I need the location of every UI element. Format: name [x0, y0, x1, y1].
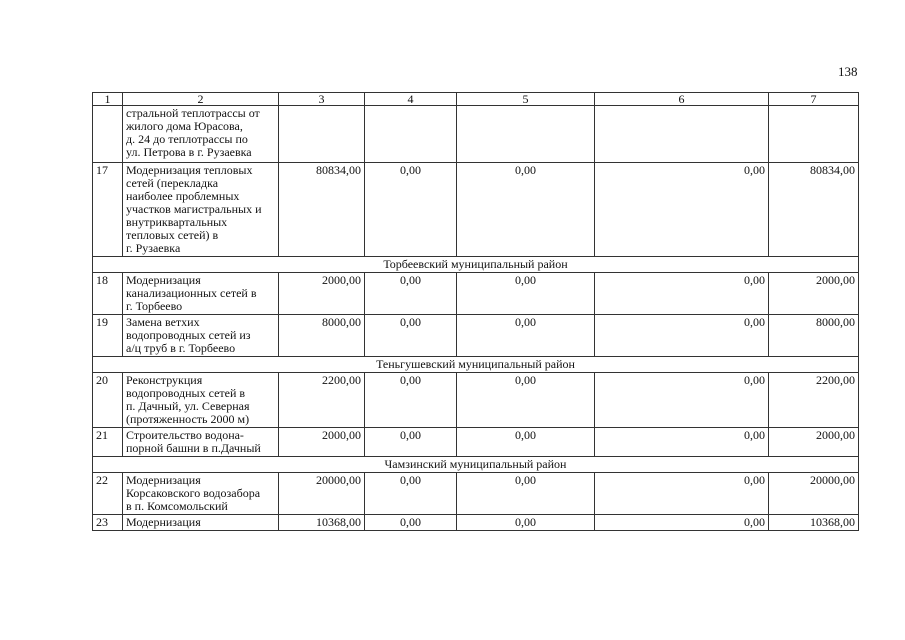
- row-value: 0,00: [595, 163, 769, 257]
- description-line: а/ц труб в г. Торбеево: [126, 341, 236, 355]
- row-value: 0,00: [595, 428, 769, 457]
- row-value: 80834,00: [279, 163, 365, 257]
- description-line: внутриквартальных: [126, 215, 228, 229]
- row-number: 23: [93, 515, 123, 531]
- description-line: канализационных сетей в: [126, 286, 257, 300]
- row-value: 0,00: [457, 373, 595, 428]
- row-description: [123, 428, 279, 457]
- row-description: [123, 515, 279, 531]
- row-value: 20000,00: [769, 473, 859, 515]
- row-value: 0,00: [365, 515, 457, 531]
- row-value: [365, 106, 457, 163]
- table-row: [93, 428, 859, 457]
- description-line: тепловых сетей) в: [126, 228, 219, 242]
- row-value: 80834,00: [769, 163, 859, 257]
- column-header: 7: [769, 93, 859, 106]
- row-number: 17: [93, 163, 123, 257]
- row-value: [279, 106, 365, 163]
- row-value: [595, 106, 769, 163]
- description-line: (протяженность 2000 м): [126, 412, 250, 426]
- row-number: 22: [93, 473, 123, 515]
- table-row: [93, 273, 859, 315]
- district-header-row: [93, 257, 859, 273]
- description-line: участков магистральных и: [126, 202, 262, 216]
- column-header: 4: [365, 93, 457, 106]
- description-line: жилого дома Юрасова,: [126, 119, 243, 133]
- row-value: 2200,00: [279, 373, 365, 428]
- description-line: Модернизация: [126, 273, 201, 287]
- district-header-row: [93, 457, 859, 473]
- description-line: Корсаковского водозабора: [126, 486, 261, 500]
- row-value: 0,00: [457, 315, 595, 357]
- description-line: Строительство водона-: [126, 428, 244, 442]
- table-row: [93, 373, 859, 428]
- row-description: [123, 373, 279, 428]
- table-row: [93, 515, 859, 531]
- row-value: 2000,00: [769, 428, 859, 457]
- description-line: Модернизация: [126, 473, 201, 487]
- description-line: водопроводных сетей в: [126, 386, 246, 400]
- row-description: [123, 106, 279, 163]
- row-value: 0,00: [365, 473, 457, 515]
- table-row: [93, 315, 859, 357]
- column-header: 2: [123, 93, 279, 106]
- row-value: 10368,00: [279, 515, 365, 531]
- description-line: наиболее проблемных: [126, 189, 240, 203]
- row-value: 8000,00: [279, 315, 365, 357]
- row-description: [123, 473, 279, 515]
- row-description: [123, 273, 279, 315]
- row-value: 0,00: [595, 515, 769, 531]
- description-line: Модернизация тепловых: [126, 163, 253, 177]
- row-value: [769, 106, 859, 163]
- column-header: 1: [93, 93, 123, 106]
- row-value: 0,00: [457, 515, 595, 531]
- row-value: 0,00: [365, 315, 457, 357]
- column-header: 6: [595, 93, 769, 106]
- row-value: 10368,00: [769, 515, 859, 531]
- description-line: г. Рузаевка: [126, 241, 181, 255]
- row-value: 0,00: [595, 473, 769, 515]
- budget-table: [92, 92, 859, 531]
- row-value: 0,00: [457, 273, 595, 315]
- description-line: стральной теплотрассы от: [126, 106, 260, 120]
- row-value: 0,00: [595, 373, 769, 428]
- row-value: 0,00: [457, 428, 595, 457]
- row-value: [457, 106, 595, 163]
- description-line: г. Торбеево: [126, 299, 183, 313]
- row-number: 18: [93, 273, 123, 315]
- row-value: 2200,00: [769, 373, 859, 428]
- row-value: 0,00: [595, 273, 769, 315]
- table-row: [93, 473, 859, 515]
- row-number: 21: [93, 428, 123, 457]
- district-header-row: [93, 357, 859, 373]
- district-name: Теньгушевский муниципальный район: [93, 357, 859, 373]
- description-line: ул. Петрова в г. Рузаевка: [126, 145, 252, 159]
- row-value: 2000,00: [769, 273, 859, 315]
- description-line: Модернизация: [126, 515, 201, 529]
- row-value: 0,00: [365, 273, 457, 315]
- row-number: [93, 106, 123, 163]
- description-line: Замена ветхих: [126, 315, 200, 329]
- district-name: Чамзинский муниципальный район: [93, 457, 859, 473]
- description-line: п. Дачный, ул. Северная: [126, 399, 250, 413]
- description-line: в п. Комсомольский: [126, 499, 228, 513]
- district-name: Торбеевский муниципальный район: [93, 257, 859, 273]
- row-value: 0,00: [457, 473, 595, 515]
- description-line: водопроводных сетей из: [126, 328, 251, 342]
- header-row: [93, 93, 859, 106]
- row-value: 0,00: [457, 163, 595, 257]
- description-line: Реконструкция: [126, 373, 203, 387]
- row-value: 0,00: [365, 163, 457, 257]
- row-value: 0,00: [595, 315, 769, 357]
- description-line: сетей (перекладка: [126, 176, 219, 190]
- description-line: д. 24 до теплотрассы по: [126, 132, 248, 146]
- description-line: порной башни в п.Дачный: [126, 441, 261, 455]
- table-row: [93, 163, 859, 257]
- row-value: 2000,00: [279, 273, 365, 315]
- row-value: 2000,00: [279, 428, 365, 457]
- row-value: 20000,00: [279, 473, 365, 515]
- row-number: 20: [93, 373, 123, 428]
- column-header: 3: [279, 93, 365, 106]
- row-description: [123, 315, 279, 357]
- row-value: 0,00: [365, 373, 457, 428]
- row-value: 0,00: [365, 428, 457, 457]
- page-number: 138: [838, 64, 858, 79]
- column-header: 5: [457, 93, 595, 106]
- row-value: 8000,00: [769, 315, 859, 357]
- row-description: [123, 163, 279, 257]
- row-number: 19: [93, 315, 123, 357]
- continuation-row: [93, 106, 859, 163]
